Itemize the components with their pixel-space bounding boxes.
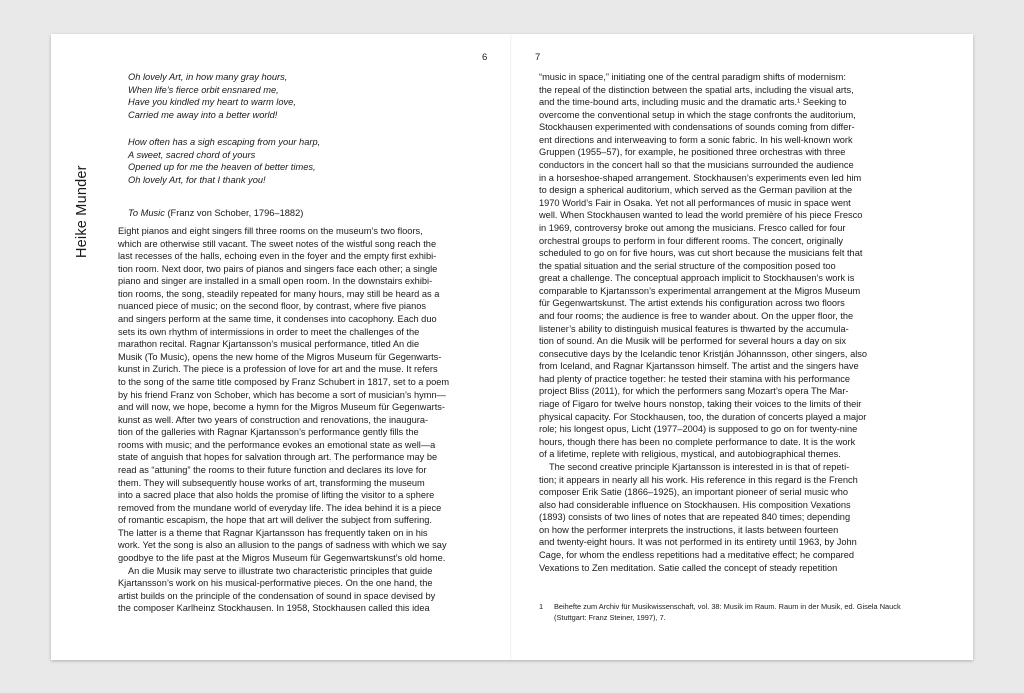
text-line: (1893) consists of two lines of notes that are repeated 840 times; depending bbox=[539, 512, 851, 523]
text-line: riage of Figaro for twelve hours nonstop, taking their voices to the limits of their bbox=[539, 399, 862, 410]
text-line: An die Musik may serve to illustrate two characteristic principles that guide bbox=[128, 565, 433, 576]
text-line: the repeal of the distinction between the spatial arts, including the visual arts, bbox=[539, 84, 854, 95]
text-line: the composer Karlheinz Stockhausen. In 1958, Stockhausen called this idea bbox=[118, 603, 430, 614]
text-line: last recesses of the halls, echoing even in the foyer and the empty first exhibi- bbox=[118, 251, 437, 262]
poem-line: Oh lovely Art, for that I thank you! bbox=[128, 174, 266, 185]
text-line: in 1969, controversy broke out among the musicians. Fresco called for four bbox=[539, 222, 846, 233]
text-line: consecutive days by the Icelandic tenor Kristján Jóhannsson, other singers, also bbox=[539, 348, 868, 359]
text-line: well. When Stockhausen wanted to lead the world première of his piece Fresco bbox=[539, 210, 863, 221]
text-line: which are otherwise still vacant. The sweet notes of the wistful song reach the bbox=[118, 238, 437, 249]
author-name: Heike Munder bbox=[74, 165, 90, 258]
text-line: Gruppen (1955–57), for example, he positioned three orchestras with three bbox=[539, 147, 846, 158]
text-line: physical capacity. For Stockhausen, too, the duration of concerts played a major bbox=[539, 411, 867, 422]
text-line: composer Erik Satie (1866–1925), an important pioneer of serial music who bbox=[539, 487, 849, 498]
text-line: had plenty of practice together: he tested their stamina with his performance bbox=[539, 373, 851, 384]
book-gutter bbox=[510, 34, 512, 660]
text-line: ent directions and interweaving to form a sonic fabric. In his well-known work bbox=[539, 134, 853, 145]
text-line: sets its own rhythm of intermissions in order to meet the challenges of the bbox=[118, 326, 420, 337]
text-line: on how the performer interprets the instructions, it lasts between fourteen bbox=[539, 524, 839, 535]
poem-stanza-2 bbox=[128, 136, 320, 186]
right-page-body bbox=[539, 71, 867, 574]
text-line: and the time-bound arts, including music and the dramatic arts.¹ Seeking to bbox=[539, 97, 847, 108]
footnote-line: Beihefte zum Archiv für Musikwissenschaft, vol. 38: Musik im Raum. Raum in der Musik, ed. Gisela Nauck bbox=[554, 602, 901, 611]
poem-line: A sweet, sacred chord of yours bbox=[128, 149, 256, 160]
text-line: rooms with music; and the performance evokes an emotional state as well—a bbox=[118, 439, 436, 450]
text-line: also had considerable influence on Stockhausen. His composition Vexations bbox=[539, 499, 851, 510]
text-line: “music in space,” initiating one of the central paradigm shifts of modernism: bbox=[539, 72, 846, 82]
text-line: removed from the mundane world of everyday life. The idea behind it is a piece bbox=[118, 502, 442, 513]
poem-credit-title: To Music bbox=[128, 208, 165, 218]
page-number-left: 6 bbox=[482, 52, 488, 63]
poem-line: Oh lovely Art, in how many gray hours, bbox=[128, 72, 288, 82]
text-line: by his friend Franz von Schober, which has become a sort of musician’s hymn— bbox=[118, 389, 446, 400]
text-line: kunst in Zurich. The piece is a profession of love for art and the muse. It refers bbox=[118, 364, 438, 375]
text-line: work. Yet the song is also an allusion to the pangs of sadness with which we say bbox=[118, 540, 447, 551]
text-line: marathon recital. Ragnar Kjartansson’s musical performance, titled An die bbox=[118, 339, 420, 350]
text-line: role; his longest opus, Licht (1977–2004) is supposed to go on for twenty-nine bbox=[539, 424, 858, 435]
text-line: listener’s ability to distinguish musical features is thwarted by the accumula- bbox=[539, 323, 849, 334]
footnote-number: 1 bbox=[539, 602, 544, 611]
text-line: great a challenge. The conceptual approach implicit to Stockhausen’s work is bbox=[539, 273, 855, 284]
poem-line: Carried me away into a better world! bbox=[128, 109, 278, 120]
text-line: to the song of the same title composed by Franz Schubert in 1817, set to a poem bbox=[118, 376, 450, 387]
text-line: 1970 World’s Fair in Osaka. Yet not all performances of music in space went bbox=[539, 197, 851, 208]
text-line: the spatial situation and the serial structure of the composition posed too bbox=[539, 260, 836, 271]
text-line: Cage, for whom the endless repetitions had a meditative effect; he compared bbox=[539, 549, 855, 560]
poem-stanza-1 bbox=[128, 71, 296, 121]
text-line: Eight pianos and eight singers fill three rooms on the museum’s two floors, bbox=[118, 226, 423, 236]
footnote-line: (Stuttgart: Franz Steiner, 1997), 7. bbox=[554, 613, 666, 622]
text-line: them. They will subsequently house works of art, transforming the museum bbox=[118, 477, 425, 488]
text-line: goodbye to the life past at the Migros Museum für Gegenwartskunst’s old home. bbox=[118, 553, 446, 564]
poem-line: How often has a sigh escaping from your harp, bbox=[128, 137, 321, 147]
poem-line: When life’s fierce orbit ensnared me, bbox=[128, 84, 279, 95]
text-line: overcome the conventional setup in which the stage confronts the auditorium, bbox=[539, 109, 856, 120]
text-line: tion of sound. An die Musik will be performed for several hours a day on six bbox=[539, 336, 846, 347]
text-line: kunst as well. After two years of construction and renovations, the inaugura- bbox=[118, 414, 429, 425]
text-line: tion rooms, the song, steadily repeated for many hours, may still be heard as a bbox=[118, 288, 440, 299]
text-line: The second creative principle Kjartansson is interested in is that of repeti- bbox=[549, 461, 850, 472]
text-line: in a horseshoe-shaped arrangement. Stockhausen’s experiments even led him bbox=[539, 172, 862, 183]
text-line: comparable to Kjartansson’s experimental arrangement at the Migros Museum bbox=[539, 285, 861, 296]
text-line: to design a spherical auditorium, which served as the German pavilion at the bbox=[539, 185, 853, 196]
text-line: and singers perform at the same time, it condenses into cacophony. Each duo bbox=[118, 314, 437, 325]
text-line: orchestral groups to perform in four different rooms. The concert, originally bbox=[539, 235, 844, 246]
text-line: from Iceland, and Ragnar Kjartansson himself. The artist and the singers have bbox=[539, 361, 859, 372]
text-line: state of anguish that hopes for salvation through art. The performance may be bbox=[118, 452, 438, 463]
poem-line: Have you kindled my heart to warm love, bbox=[128, 97, 296, 108]
text-line: and four rooms; the audience is free to wander about. On the upper floor, the bbox=[539, 310, 854, 321]
text-line: für Gegenwartskunst. The artist extends his configuration across two floors bbox=[539, 298, 845, 309]
text-line: Vexations to Zen meditation. Satie called the concept of steady repetition bbox=[539, 562, 838, 573]
text-line: tion room. Next door, two pairs of pianos and singers face each other; a single bbox=[118, 263, 438, 274]
text-line: and twenty-eight hours. It was not performed in its entirety until 1963, by John bbox=[539, 537, 857, 548]
text-line: artist builds on the principle of the condensation of sound in space devised by bbox=[118, 590, 436, 601]
text-line: read as “attuning” the rooms to their future function and declares its love for bbox=[118, 464, 427, 475]
text-line: The latter is a theme that Ragnar Kjartansson has frequently taken on in his bbox=[118, 527, 428, 538]
poem-line: Opened up for me the heaven of better times, bbox=[128, 162, 316, 173]
text-line: Stockhausen experimented with condensations of sounds coming from differ- bbox=[539, 122, 855, 133]
text-line: tion of the galleries with Ragnar Kjartansson’s performance gently fills the bbox=[118, 427, 419, 438]
text-line: project Bliss (2011), for which the performers sang Mozart’s opera The Mar- bbox=[539, 386, 849, 397]
text-line: piano and singer are installed in a small open room. In the downstairs exhibi- bbox=[118, 276, 433, 287]
text-line: hours, though there has been no complete performance to date. It is the work bbox=[539, 436, 856, 447]
text-line: nuanced piece of music; on the second floor, by contrast, where five pianos bbox=[118, 301, 427, 312]
text-line: conductors in the concert hall so that the musicians surrounded the audience bbox=[539, 160, 854, 171]
text-line: of a lifetime, replete with religious, mystical, and autobiographical themes. bbox=[539, 449, 841, 460]
text-line: scheduled to go on for five hours, was cut short because the musicians felt that bbox=[539, 248, 863, 259]
left-page-body bbox=[118, 225, 449, 615]
page-number-right: 7 bbox=[535, 52, 541, 63]
poem-credit bbox=[128, 208, 303, 218]
text-line: and will now, we hope, become a hymn for the Migros Museum für Gegenwarts- bbox=[118, 402, 445, 413]
poem-credit-author: (Franz von Schober, 1796–1882) bbox=[164, 208, 304, 218]
text-line: Kjartansson’s work on his musical-performative pieces. On the one hand, the bbox=[118, 578, 433, 589]
text-line: Musik (To Music), opens the new home of the Migros Museum für Gegenwarts- bbox=[118, 351, 442, 362]
text-line: into a sacred place that also holds the promise of lifting the visitor to a sphere bbox=[118, 490, 435, 501]
text-line: of romantic escapism, the hope that art will deliver the subject from suffering. bbox=[118, 515, 432, 526]
text-line: tion; it appears in nearly all his work. His reference in this regard is the French bbox=[539, 474, 858, 485]
